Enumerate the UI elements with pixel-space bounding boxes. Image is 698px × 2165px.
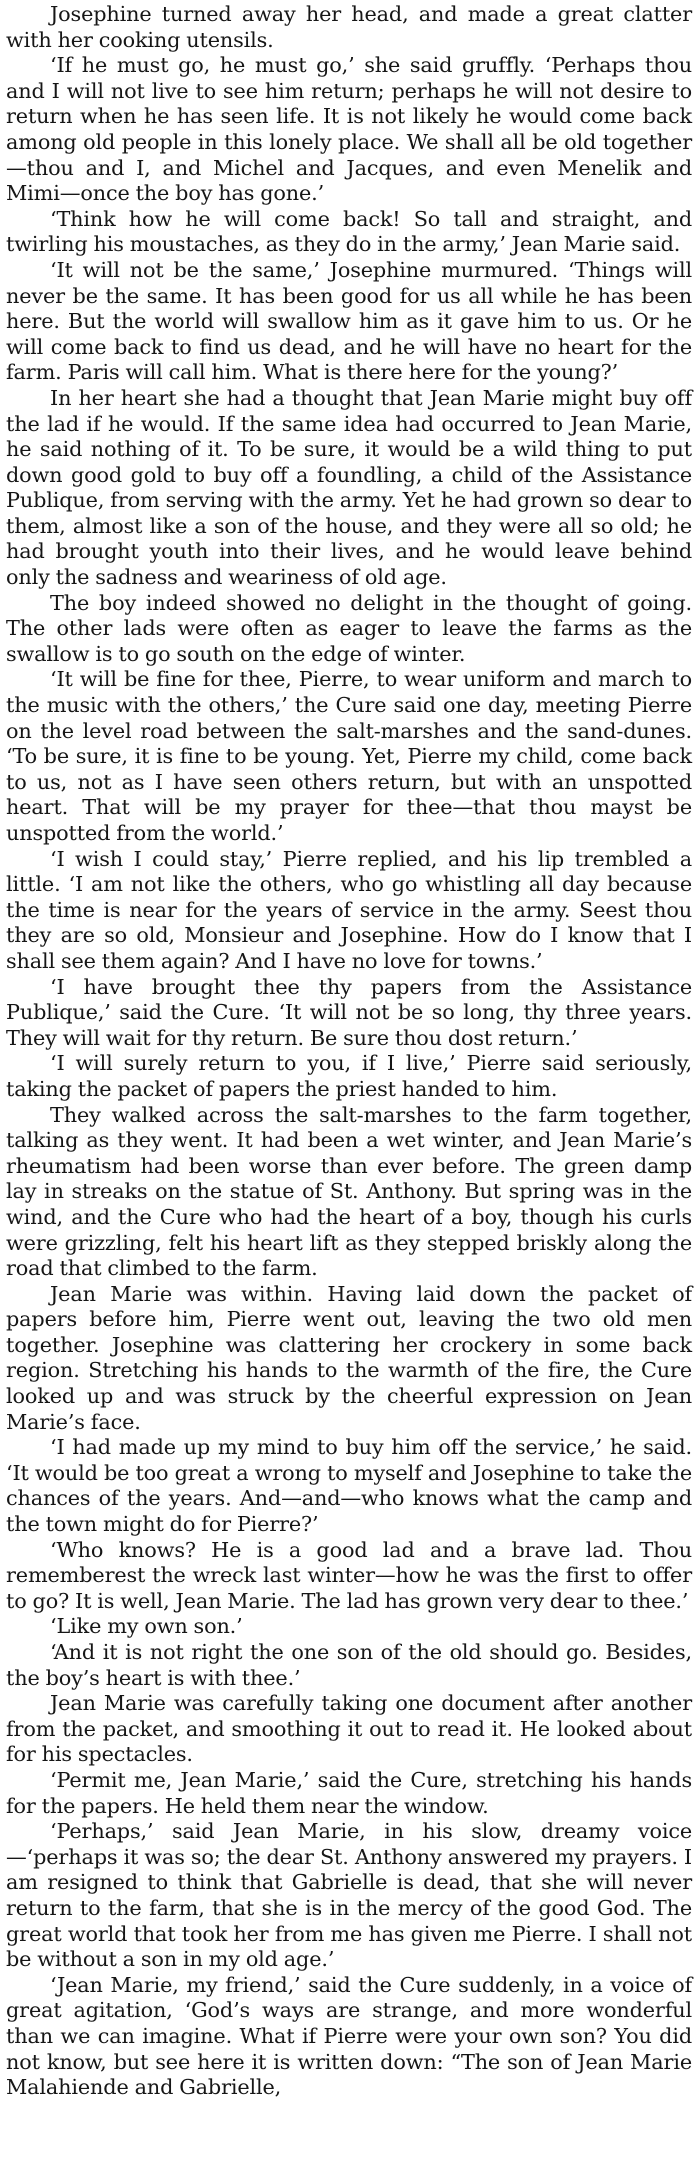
paragraph: They walked across the salt-marshes to the farm together, talking as they went. It had been a wet winter, and Jean Marie’s rheumatism had been worse than ever before. The green damp lay in streaks on the statue of St. Anthony. But spring was in the wind, and the Cure who had the heart of a boy, though his curls were grizzling, felt his heart lift as they stepped briskly along the road that climbed to the farm. [6, 1102, 692, 1281]
paragraph: ‘And it is not right the one son of the old should go. Besides, the boy’s heart is with thee.’ [6, 1640, 692, 1690]
paragraph: ‘If he must go, he must go,’ she said gruffly. ‘Perhaps thou and I will not live to see him return; perhaps he will not desire to return when he has seen life. It is not likely he would come back among old people in this lonely place. We shall all be old together—thou and I, and Michel and Jacques, and even Menelik and Mimi—once the boy has gone.’ [6, 53, 692, 206]
paragraph: Josephine turned away her head, and made a great clatter with her cooking utensils. [6, 2, 692, 52]
paragraph: Jean Marie was within. Having laid down the packet of papers before him, Pierre went out, leaving the two old men together. Josephine was clattering her crockery in some back region. Stretching his hands to the warmth of the fire, the Cure looked up and was struck by the cheerful expression on Jean Marie’s face. [6, 1281, 692, 1434]
paragraph: ‘It will be fine for thee, Pierre, to wear uniform and march to the music with the others,’ the Cure said one day, meeting Pierre on the level road between the salt-marshes and the sand-dunes. ‘To be sure, it is fine to be young. Yet, Pierre my child, come back to us, not as I have seen others return, but with an unspotted heart. That will be my prayer for thee—that thou mayst be unspotted from the world.’ [6, 667, 692, 845]
paragraph: ‘I will surely return to you, if I live,’ Pierre said seriously, taking the packet of papers the priest handed to him. [6, 1051, 692, 1101]
paragraph: ‘I wish I could stay,’ Pierre replied, and his lip trembled a little. ‘I am not like the others, who go whistling all day because the time is near for the years of service in the army. Seest thou they are so old, Monsieur and Josephine. How do I know that I shall see them again? And I have no love for towns.’ [6, 846, 692, 973]
paragraph: ‘Permit me, Jean Marie,’ said the Cure, stretching his hands for the papers. He held them near the window. [6, 1767, 692, 1818]
paragraph: ‘Like my own son.’ [50, 1614, 243, 1639]
paragraph: The boy indeed showed no delight in the thought of going. The other lads were often as eager to leave the farms as the swallow is to go south on the edge of winter. [6, 590, 692, 666]
paragraph: Jean Marie was carefully taking one document after another from the packet, and smoothing it out to read it. He looked about for his spectacles. [6, 1691, 692, 1767]
paragraph: ‘Perhaps,’ said Jean Marie, in his slow, dreamy voice—‘perhaps it was so; the dear St. Anthony answered my prayers. I am resigned to think that Gabrielle is dead, that she will never return to the farm, that she is in the mercy of the good God. The great world that took her from me has given me Pierre. I shall not be without a son in my old age.’ [6, 1819, 692, 1972]
paragraph: ‘It will not be the same,’ Josephine murmured. ‘Things will never be the same. It has been good for us all while he has been here. But the world will swallow him as it gave him to us. Or he will come back to find us dead, and he will have no heart for the farm. Paris will call him. What is there here for the young?’ [6, 257, 692, 385]
paragraph: ‘Who knows? He is a good lad and a brave lad. Thou rememberest the wreck last winter—how he was the first to offer to go? It is well, Jean Marie. The lad has grown very dear to thee.’ [6, 1537, 692, 1613]
paragraph: ‘Jean Marie, my friend,’ said the Cure suddenly, in a voice of great agitation, ‘God’s ways are strange, and more wonderful than we can imagine. What if Pierre were your own son? You did not know, but see here it is written down: “The son of Jean Marie Malahiende and Gabrielle, [6, 1972, 692, 2100]
paragraph: ‘I have brought thee thy papers from the Assistance Publique,’ said the Cure. ‘It will not be so long, thy three years. They will wait for thy return. Be sure thou dost return.’ [6, 974, 692, 1050]
paragraph: In her heart she had a thought that Jean Marie might buy off the lad if he would. If the same idea had occurred to Jean Marie, he said nothing of it. To be sure, it would be a wild thing to put down good gold to buy off a foundling, a child of the Assistance Publique, from serving with the army. Yet he had grown so dear to them, almost like a son of the house, and they were all so old; he had brought youth into their lives, and he would leave behind only the sadness and weariness of old age. [6, 385, 692, 590]
paragraph: ‘I had made up my mind to buy him off the service,’ he said. ‘It would be too great a wrong to myself and Josephine to take the chances of the years. And—and—who knows what the camp and the town might do for Pierre?’ [6, 1435, 692, 1537]
paragraph: ‘Think how he will come back! So tall and straight, and twirling his moustaches, as they do in the army,’ Jean Marie said. [6, 206, 692, 257]
